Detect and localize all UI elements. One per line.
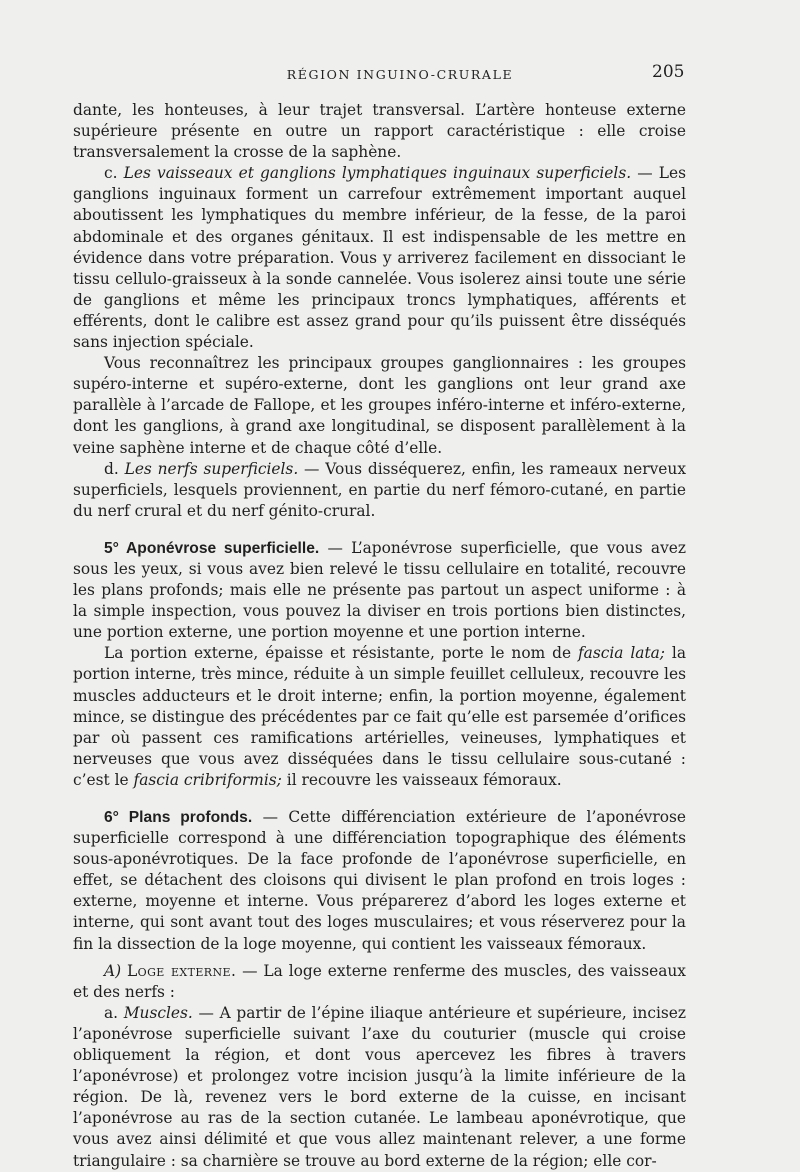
muscles-text: — A partir de l’épine iliaque antérieure et supérieure, incisez l’aponévrose superficielle suivant l’axe du couturier (muscle qui croise obliquement la région, et dont vous apercevez les fibres à travers l’aponévrose) et prolongez votre incision jusqu’à la limite inférieure de la région. De là, revenez vers le bord externe de la cuisse, en incisant l’aponévrose au ras de la section cutanée. Le lambeau aponévrotique, que vous avez ainsi délimité et que vous allez maintenant relever, a une forme triangulaire : sa charnière se trouve au bord externe de la région; elle cor- bbox=[73, 1003, 686, 1170]
paragraph-ganglion-groups: Vous reconnaîtrez les principaux groupes ganglionnaires : les groupes supéro-interne et supéro-externe, dont les ganglions ont leur grand axe parallèle à l’arcade de Fallope, et les groupes inféro-interne et inféro-externe, dont les ganglions, à grand axe longitudinal, se disposent parallèlement à la veine saphène interne et de chaque côté d’elle. bbox=[73, 354, 686, 457]
paragraph-loge-externe bbox=[73, 961, 686, 1003]
paragraph-lymphatics bbox=[73, 163, 686, 353]
paragraph-portions bbox=[73, 643, 686, 791]
body-text bbox=[73, 100, 686, 1172]
nerves-text: — Vous disséquerez, enfin, les rameaux nerveux superficiels, lesquels proviennent, en partie du nerf fémoro-cutané, en partie du nerf crural et du nerf génito-crural. bbox=[73, 459, 686, 520]
portions-text-b: la portion interne, très mince, réduite à un simple feuillet celluleux, recouvre les muscles adducteurs et le droit interne; enfin, la portion moyenne, également mince, se distingue des précédentes par ce fait qu’elle est parsemée d’orifices par où passent ces ramifications artérielles, veineuses, lymphatiques et nerveuses que vous avez disséquées dans le tissu cellulaire sous-cutané : c’est le bbox=[73, 644, 686, 789]
portions-text-c: il recouvre les vaisseaux fémoraux. bbox=[281, 770, 562, 789]
item-label-d: d. bbox=[104, 459, 119, 478]
portions-text-a: La portion externe, épaisse et résistante, porte le nom de bbox=[104, 644, 578, 663]
item-label-c: c. bbox=[104, 164, 118, 183]
term-fascia-lata: fascia lata; bbox=[577, 644, 665, 663]
section-heading-5: 5° Aponévrose superficielle. bbox=[104, 539, 320, 557]
nerves-title: Les nerfs superficiels. bbox=[124, 459, 299, 478]
page-number: 205 bbox=[652, 62, 685, 82]
running-title: RÉGION INGUINO-CRURALE bbox=[286, 67, 514, 82]
plans-profonds-text: — Cette différenciation extérieure de l’aponévrose superficielle correspond à une différenciation topographique des éléments sous-aponévrotiques. De la face profonde de l’aponévrose superficielle, en effet, se détachent des cloisons qui divisent le plan profond en trois loges : externe, moyenne et interne. Vous préparerez d’abord les loges externe et interne, qui sont avant tout des loges musculaires; et vous réserverez pour la fin la dissection de la loge moyenne, qui contient les vaisseaux fémoraux. bbox=[73, 808, 687, 953]
loge-externe-title: Loge externe. bbox=[127, 961, 237, 980]
paragraph-aponevrose bbox=[73, 538, 686, 643]
item-label-a: a. bbox=[104, 1003, 119, 1022]
paragraph-nerves bbox=[73, 459, 686, 522]
paragraph-plans-profonds bbox=[73, 807, 686, 955]
paragraph-muscles bbox=[73, 1003, 686, 1172]
paragraph-1: dante, les honteuses, à leur trajet transversal. L’artère honteuse externe supérieure présente en outre un rapport caractéristique : elle croise transversalement la crosse de la saphène. bbox=[73, 101, 686, 162]
section-heading-6: 6° Plans profonds. bbox=[104, 809, 253, 826]
term-fascia-cribriformis: fascia cribriformis; bbox=[133, 770, 282, 789]
lymphatics-title: Les vaisseaux et ganglions lymphatiques inguinaux superficiels. bbox=[123, 164, 632, 183]
aponevrose-text: — L’aponévrose superficielle, que vous avez sous les yeux, si vous avez bien relevé le tissu cellulaire en totalité, recouvre les plans profonds; mais elle ne présente pas partout un aspect uniforme : à la simple inspection, vous pouvez la diviser en trois portions bien distinctes, une portion externe, une portion moyenne et une portion interne. bbox=[73, 538, 686, 642]
loge-externe-text: — La loge externe renferme des muscles, des vaisseaux et des nerfs : bbox=[73, 961, 686, 1001]
lymphatics-text: — Les ganglions inguinaux forment un carrefour extrêmement important auquel aboutissent les lymphatiques du membre inférieur, de la fesse, de la paroi abdominale et des organes génitaux. Il est indispensable de les mettre en évidence dans votre préparation. Vous y arriverez facilement en dissociant le tissu cellulo-graisseux à la sonde cannelée. Vous isolerez ainsi toute une série de ganglions et même les principaux troncs lymphatiques, afférents et efférents, dont le calibre est assez grand pour qu’ils puissent être disséqués sans injection spéciale. bbox=[73, 164, 686, 352]
muscles-title: Muscles. bbox=[123, 1003, 193, 1022]
item-label-A: A) bbox=[104, 961, 122, 980]
